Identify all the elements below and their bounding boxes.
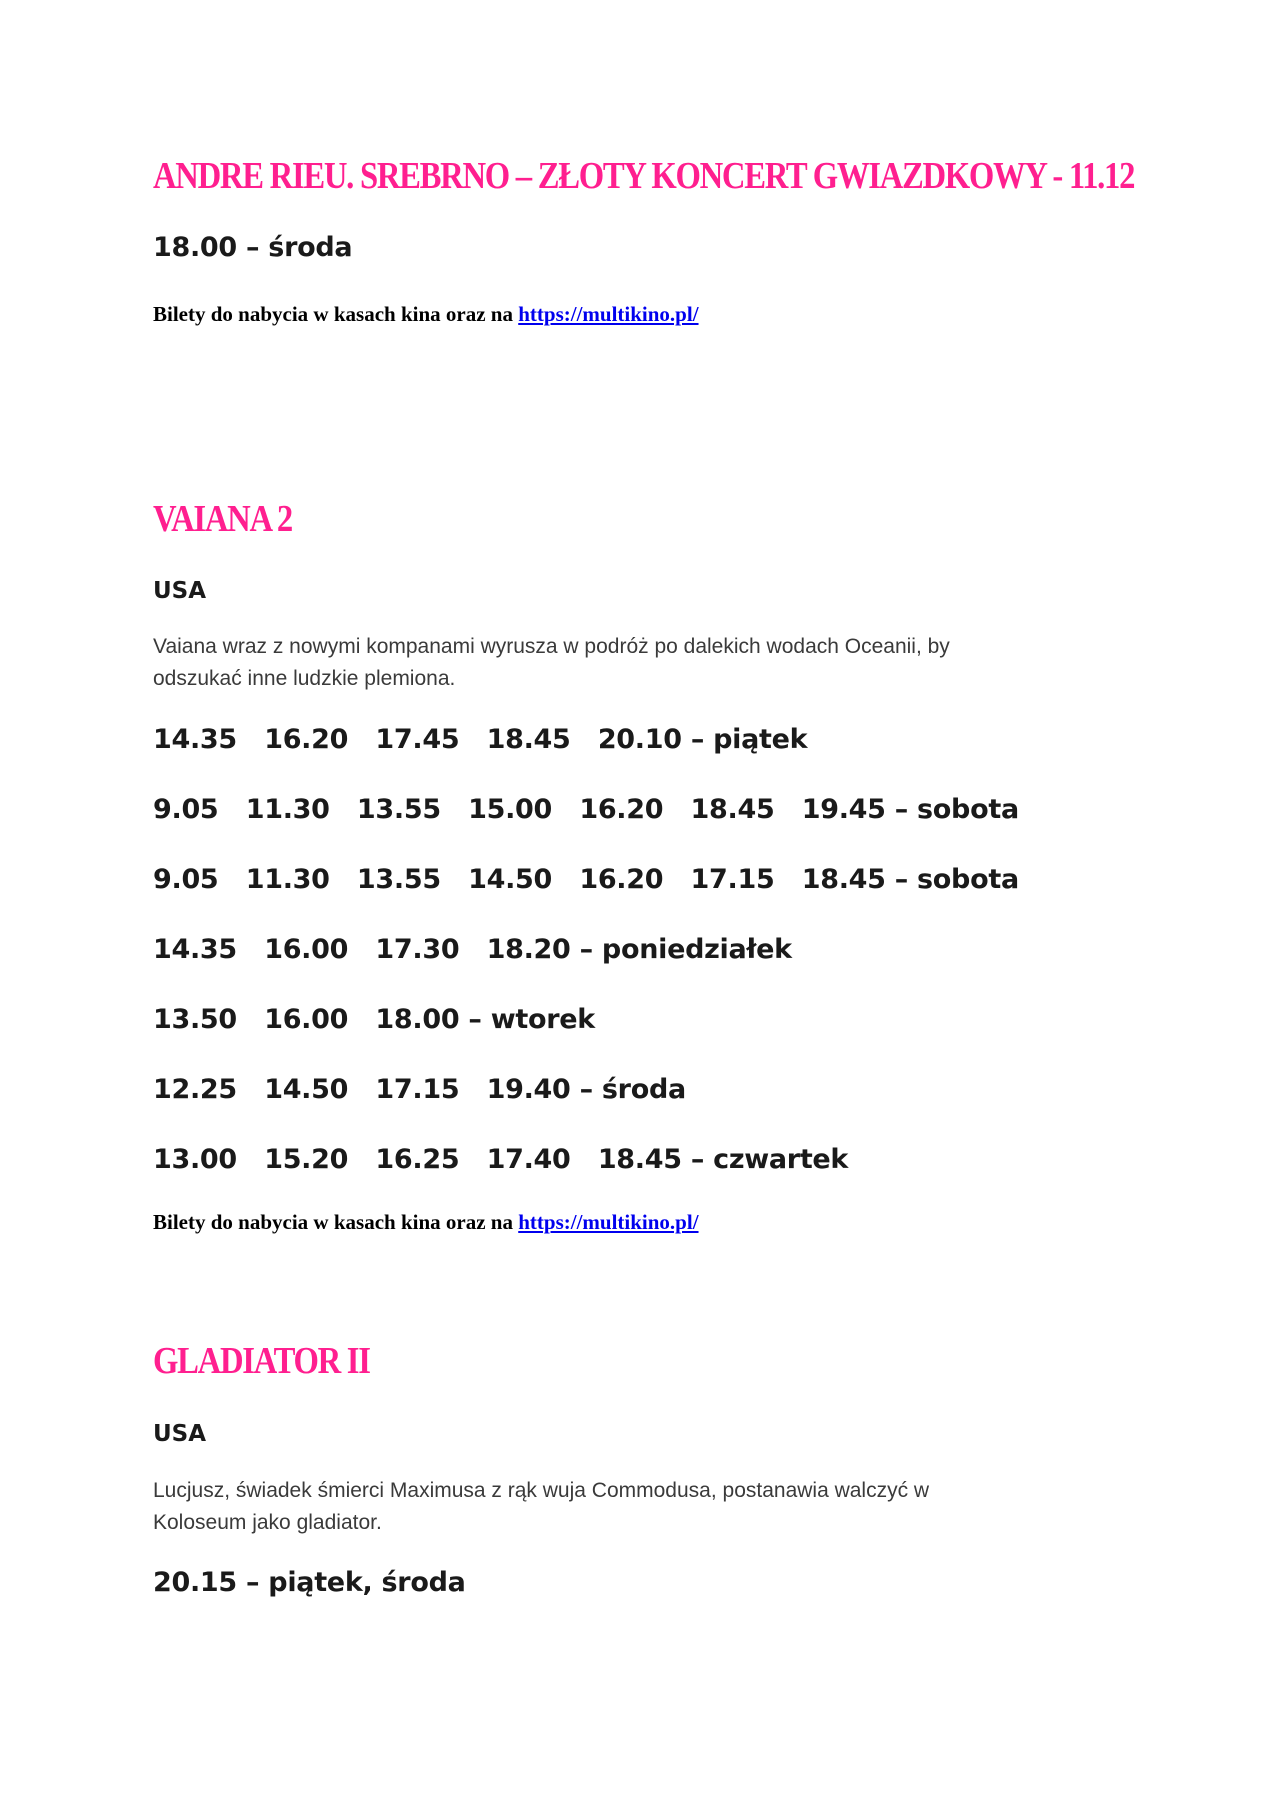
tickets-info xyxy=(153,1208,1150,1236)
showtime-line: 13.00 15.20 16.25 17.40 18.45 – czwartek xyxy=(153,1144,849,1175)
showtime-line: 14.35 16.00 17.30 18.20 – poniedziałek xyxy=(153,934,792,965)
showtime-line: 20.15 – piątek, środa xyxy=(153,1567,466,1598)
showtime-line: 9.05 11.30 13.55 14.50 16.20 17.15 18.45 – sobota xyxy=(153,864,1019,895)
movie-country: USA xyxy=(153,578,207,604)
movie-description xyxy=(153,631,1150,695)
multikino-link[interactable]: https://multikino.pl/ xyxy=(518,302,699,326)
movie-title: VAIANA 2 xyxy=(153,498,292,540)
showtime-line: 9.05 11.30 13.55 15.00 16.20 18.45 19.45 – sobota xyxy=(153,794,1019,825)
showtime-line: 14.35 16.20 17.45 18.45 20.10 – piątek xyxy=(153,724,808,755)
multikino-link[interactable]: https://multikino.pl/ xyxy=(518,1210,699,1234)
showtime-line: 12.25 14.50 17.15 19.40 – środa xyxy=(153,1074,686,1105)
showtime-line: 13.50 16.00 18.00 – wtorek xyxy=(153,1004,595,1035)
description-line: odszukać inne ludzkie plemiona. xyxy=(153,667,456,690)
movie-country: USA xyxy=(153,1421,207,1447)
tickets-info xyxy=(153,300,1150,328)
movie-title: GLADIATOR II xyxy=(153,1340,370,1382)
description-line: Koloseum jako gladiator. xyxy=(153,1511,382,1534)
event-title: ANDRE RIEU. SREBRNO – ZŁOTY KONCERT GWIAZDKOWY - 11.12 xyxy=(153,155,1135,197)
tickets-text: Bilety do nabycia w kasach kina oraz na xyxy=(153,302,513,326)
description-line: Vaiana wraz z nowymi kompanami wyrusza w podróż po dalekich wodach Oceanii, by xyxy=(153,635,950,658)
description-line: Lucjusz, świadek śmierci Maximusa z rąk wuja Commodusa, postanawia walczyć w xyxy=(153,1479,930,1502)
movie-description xyxy=(153,1475,1150,1539)
showtime-line: 18.00 – środa xyxy=(153,232,353,263)
tickets-text: Bilety do nabycia w kasach kina oraz na xyxy=(153,1210,513,1234)
